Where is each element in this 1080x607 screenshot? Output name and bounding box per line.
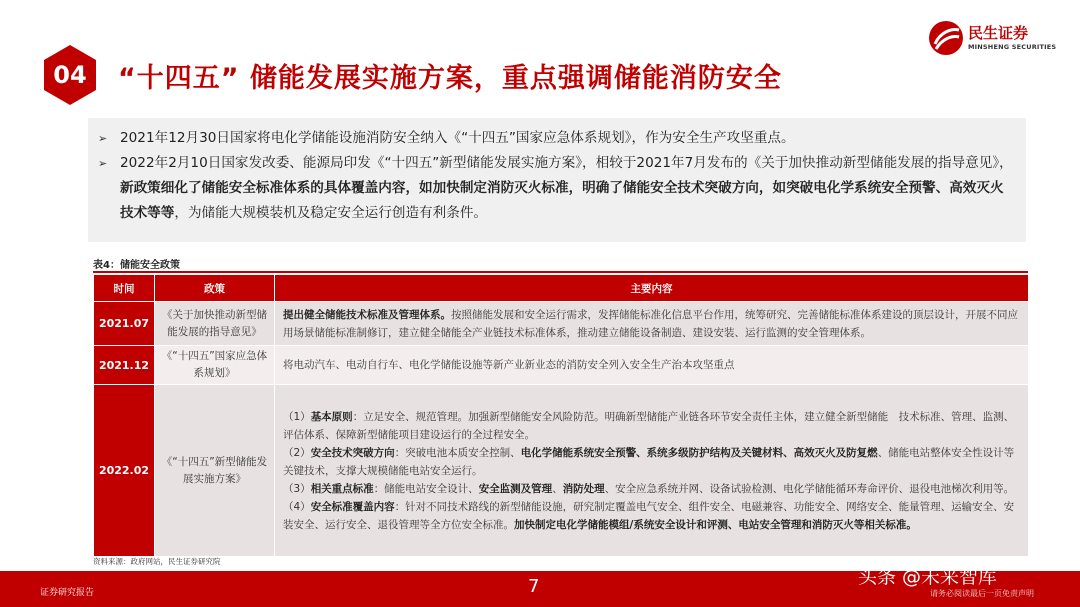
logo-name-cn: 民生证券 <box>968 24 1029 42</box>
page-title: “十四五” 储能发展实施方案，重点强调储能消防安全 <box>118 63 782 94</box>
watermark-text: 头条 @未来智库 <box>858 566 998 588</box>
summary-box <box>88 118 1026 242</box>
policy-table <box>93 274 1029 557</box>
row-policy: 《“十四五”新型储能发展实施方案》 <box>155 385 275 557</box>
row-policy: 《关于加快推动新型储能发展的指导意见》 <box>155 302 275 346</box>
table-row <box>94 302 1029 346</box>
disclaimer-note: 请务必阅读最后一页免责声明 <box>930 589 1034 598</box>
arrow-bullet-icon: ➢ <box>98 132 108 145</box>
page-number: 7 <box>528 576 540 597</box>
section-badge <box>42 44 98 106</box>
minsheng-logo-icon <box>928 20 964 56</box>
content-paragraph: （1）基本原则：立足安全、规范管理。加强新型储能安全风险防范。明确新型储能产业链各环节安全责任主体，建立健全新型储能 技术标准、管理、监测、评估体系、保障新型储能项目建设运行的全过程安全。 <box>283 410 1015 441</box>
content-paragraph: （3）相关重点标准：储能电站安全设计、安全监测及管理、消防处理、安全应急系统并网、设备试验检测、电化学储能循环寿命评价、退役电池梯次利用等。 <box>283 482 1015 495</box>
row-content <box>275 385 1029 557</box>
bullet-text: 2021年12月30日国家将电化学储能设施消防安全纳入《“十四五”国家应急体系规划》，作为安全生产攻坚重点。 <box>120 130 795 146</box>
column-header-policy: 政策 <box>155 275 275 302</box>
table-row <box>94 346 1029 385</box>
source-note: 资料来源：政府网站，民生证券研究院 <box>93 557 221 566</box>
summary-bullet <box>98 151 1014 226</box>
column-header-content: 主要内容 <box>275 275 1029 302</box>
row-time: 2021.07 <box>94 302 155 346</box>
column-header-time: 时间 <box>94 275 155 302</box>
content-paragraph: 提出健全储能技术标准及管理体系。按照储能发展和安全运行需求，发挥储能标准化信息平台作用，统筹研究、完善储能标准体系建设的顶层设计，开展不同应用场景储能标准制修订，建立健全储能全产业链技术标准体系，推动建立储能设备制造、建设安装、运行监测的安全管理体系。 <box>283 308 1018 339</box>
summary-bullet <box>98 126 1014 151</box>
table-caption: 表4：储能安全政策 <box>93 260 180 271</box>
table-row <box>94 385 1029 557</box>
row-content <box>275 346 1029 385</box>
content-paragraph: 将电动汽车、电动自行车、电化学储能设施等新产业新业态的消防安全列入安全生产治本攻坚重点 <box>283 359 735 371</box>
content-paragraph: （2）安全技术突破方向：突破电池本质安全控制、电化学储能系统安全预警、系统多级防护结构及关键材料、高效灭火及防复燃、储能电站整体安全性设计等关键技术，支撑大规模储能电站安全运行。 <box>283 446 1015 477</box>
content-paragraph: （4）安全标准覆盖内容：针对不同技术路线的新型储能设施，研究制定覆盖电气安全、组件安全、电磁兼容、功能安全、网络安全、能量管理、运输安全、安装安全、运行安全、退役管理等全方位安全标准。加快制定电化学储能模组/系统安全设计和评测、电站安全管理和消防灭火等相关标准。 <box>283 500 1015 531</box>
row-content <box>275 302 1029 346</box>
table-header-row <box>94 275 1029 302</box>
footer-label: 证券研究报告 <box>40 588 95 598</box>
row-time: 2022.02 <box>94 385 155 557</box>
section-number: 04 <box>53 61 87 89</box>
row-policy: 《“十四五”国家应急体系规划》 <box>155 346 275 385</box>
bullet-text: 2022年2月10日国家发改委、能源局印发《“十四五”新型储能发展实施方案》，相较于2021年7月发布的《关于加快推动新型储能发展的指导意见》，新政策细化了储能安全标准体系的具体覆盖内容，如加快制定消防灭火标准，明确了储能安全技术突破方向，如突破电化学系统安全预警、高效灭火技术等等，为储能大规模装机及稳定安全运行创造有利条件。 <box>120 155 1013 221</box>
brand-logo <box>928 20 1058 56</box>
logo-name-en: MINSHENG SECURITIES <box>968 43 1057 51</box>
arrow-bullet-icon: ➢ <box>98 157 108 170</box>
caption-divider <box>93 271 1028 273</box>
row-time: 2021.12 <box>94 346 155 385</box>
